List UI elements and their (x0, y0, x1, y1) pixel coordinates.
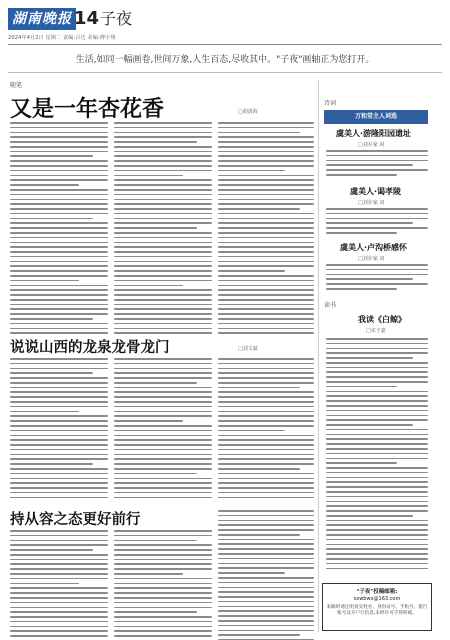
issue-line: 2024年4月2日 星期二 责编:吕达 美编:傅宇翔 (8, 35, 116, 41)
poem-title-2: 虞美人·谒孝陵 (350, 187, 402, 196)
submission-email[interactable]: sxwbwx@163.com (353, 596, 401, 602)
poetry-tag: 诗词 (324, 100, 337, 107)
poem-title-3: 虞美人·卢沟桥感怀 (340, 243, 408, 252)
masthead (8, 8, 442, 44)
article-byline-apricot: □胡清海 (238, 109, 258, 115)
article3-col2 (114, 530, 212, 640)
essay-tag: 随笔 (10, 82, 23, 89)
submission-note: 来稿时请注明真实姓名、身份证号、手机号、银行账号及开户行信息,未经许可不得转载。 (326, 605, 428, 616)
slogan-rule (8, 72, 442, 73)
article1-col1 (10, 122, 108, 337)
poem-body-2 (326, 208, 428, 237)
poetry-banner: 万和堂主人词选 (324, 110, 428, 124)
submission-box (322, 583, 432, 631)
article3-col1 (10, 530, 108, 640)
section-title: 子夜 (100, 9, 133, 28)
page-number: 14 (74, 8, 100, 29)
book-review-title: 我读《白鲸》 (358, 315, 406, 324)
page-slogan: 生活,如同一幅画卷,世间万象,人生百态,尽收其中。"子夜"画轴正为您打开。 (75, 55, 375, 65)
article-title-dragon: 说说山西的龙泉龙骨龙门 (10, 340, 170, 356)
reading-tag: 读书 (324, 302, 337, 309)
article2-col3 (218, 358, 314, 501)
book-review-author: □宋子嘉 (366, 328, 386, 334)
article1-col3 (218, 122, 314, 337)
submission-heading: "子夜"投稿邮箱: (356, 589, 398, 595)
book-review-body (326, 338, 428, 572)
poem-body-3 (326, 264, 428, 293)
poem-author-2: □刘存家 词 (358, 200, 385, 206)
masthead-rule (8, 44, 442, 45)
article2-col2 (114, 358, 212, 501)
article2-col1 (10, 358, 108, 501)
poem-title-1: 虞美人·游隆阳园遗址 (336, 129, 412, 138)
poem-author-3: □刘存家 词 (358, 256, 385, 262)
poem-author-1: □刘存家 词 (358, 142, 385, 148)
article-title-calm: 持从容之态更好前行 (10, 512, 141, 528)
article1-col2 (114, 122, 212, 337)
article3-col3 (218, 510, 314, 640)
poem-body-1 (326, 150, 428, 179)
newspaper-logo: 湖南晚报 (8, 8, 76, 30)
column-divider (318, 80, 319, 632)
article-title-apricot: 又是一年杏花香 (10, 97, 165, 122)
article-byline-dragon: □刘文斌 (238, 346, 258, 352)
